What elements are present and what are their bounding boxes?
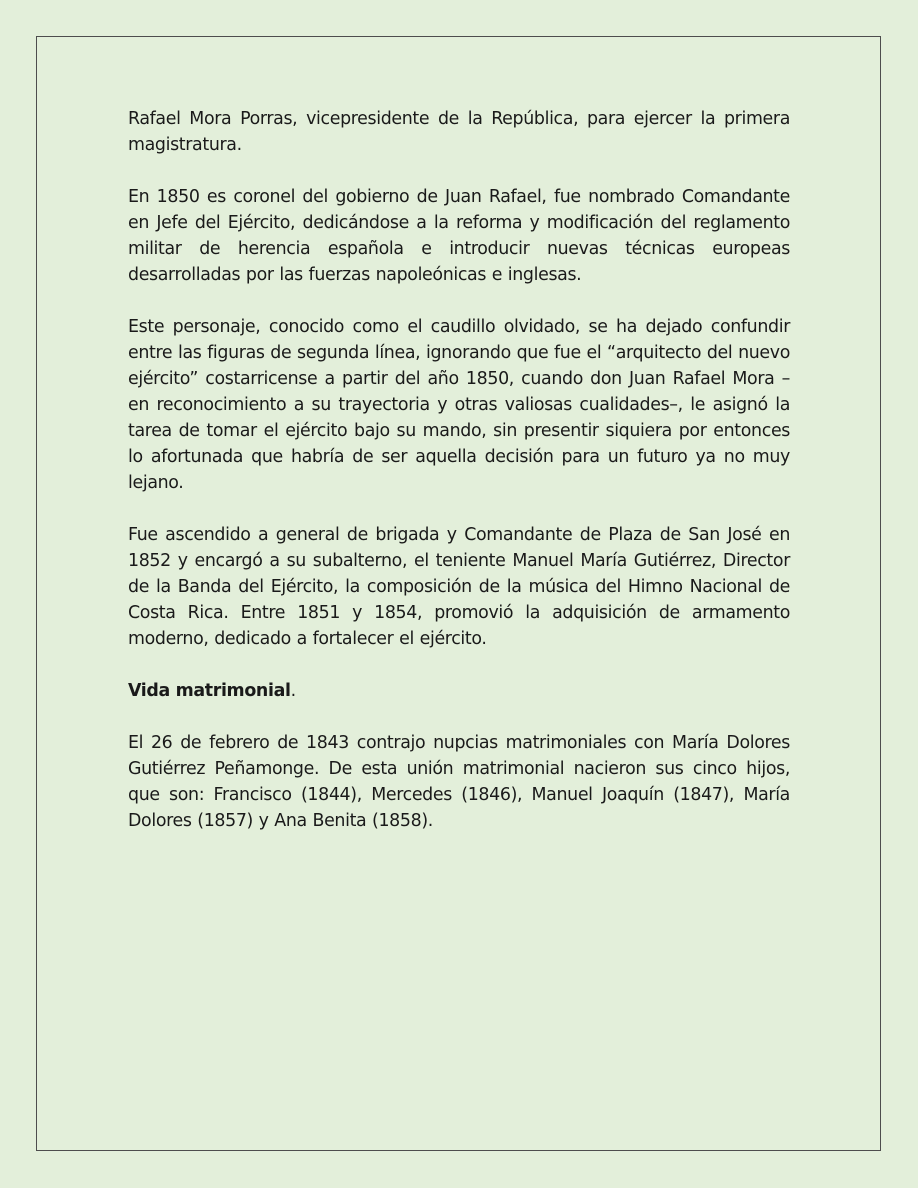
section-heading-period: . [290, 681, 296, 701]
paragraph-matrimonio: El 26 de febrero de 1843 contrajo nupcias matrimoniales con María Dolores Gutiérrez Peñamonge. De esta unión matrimonial nacieron sus cinco hijos, que son: Francisco (1844), Mercedes (1846), Manuel Joaquín (1847), María Dolores (1857) y Ana Benita (1858). [128, 733, 790, 831]
section-heading [128, 678, 790, 704]
paragraph-caudillo: Este personaje, conocido como el caudillo olvidado, se ha dejado confundir entre las figuras de segunda línea, ignorando que fue el “arquitecto del nuevo ejército” costarricense a partir del año 1850, cuando don Juan Rafael Mora –en reconocimiento a su trayectoria y otras valiosas cualidades–, le asignó la tarea de tomar el ejército bajo su mando, sin presentir siquiera por entonces lo afortunada que habría de ser aquella decisión para un futuro ya no muy lejano. [128, 317, 790, 493]
document-body [128, 106, 790, 860]
section-heading-text: Vida matrimonial [128, 681, 291, 701]
paragraph-general: Fue ascendido a general de brigada y Comandante de Plaza de San José en 1852 y encargó a su subalterno, el teniente Manuel María Gutiérrez, Director de la Banda del Ejército, la composición de la música del Himno Nacional de Costa Rica. Entre 1851 y 1854, promovió la adquisición de armamento moderno, dedicado a fortalecer el ejército. [128, 525, 790, 649]
paragraph-intro: Rafael Mora Porras, vicepresidente de la República, para ejercer la primera magistratura. [128, 109, 790, 155]
paragraph-coronel: En 1850 es coronel del gobierno de Juan Rafael, fue nombrado Comandante en Jefe del Ejército, dedicándose a la reforma y modificación del reglamento militar de herencia española e introducir nuevas técnicas europeas desarrolladas por las fuerzas napoleónicas e inglesas. [128, 187, 790, 285]
